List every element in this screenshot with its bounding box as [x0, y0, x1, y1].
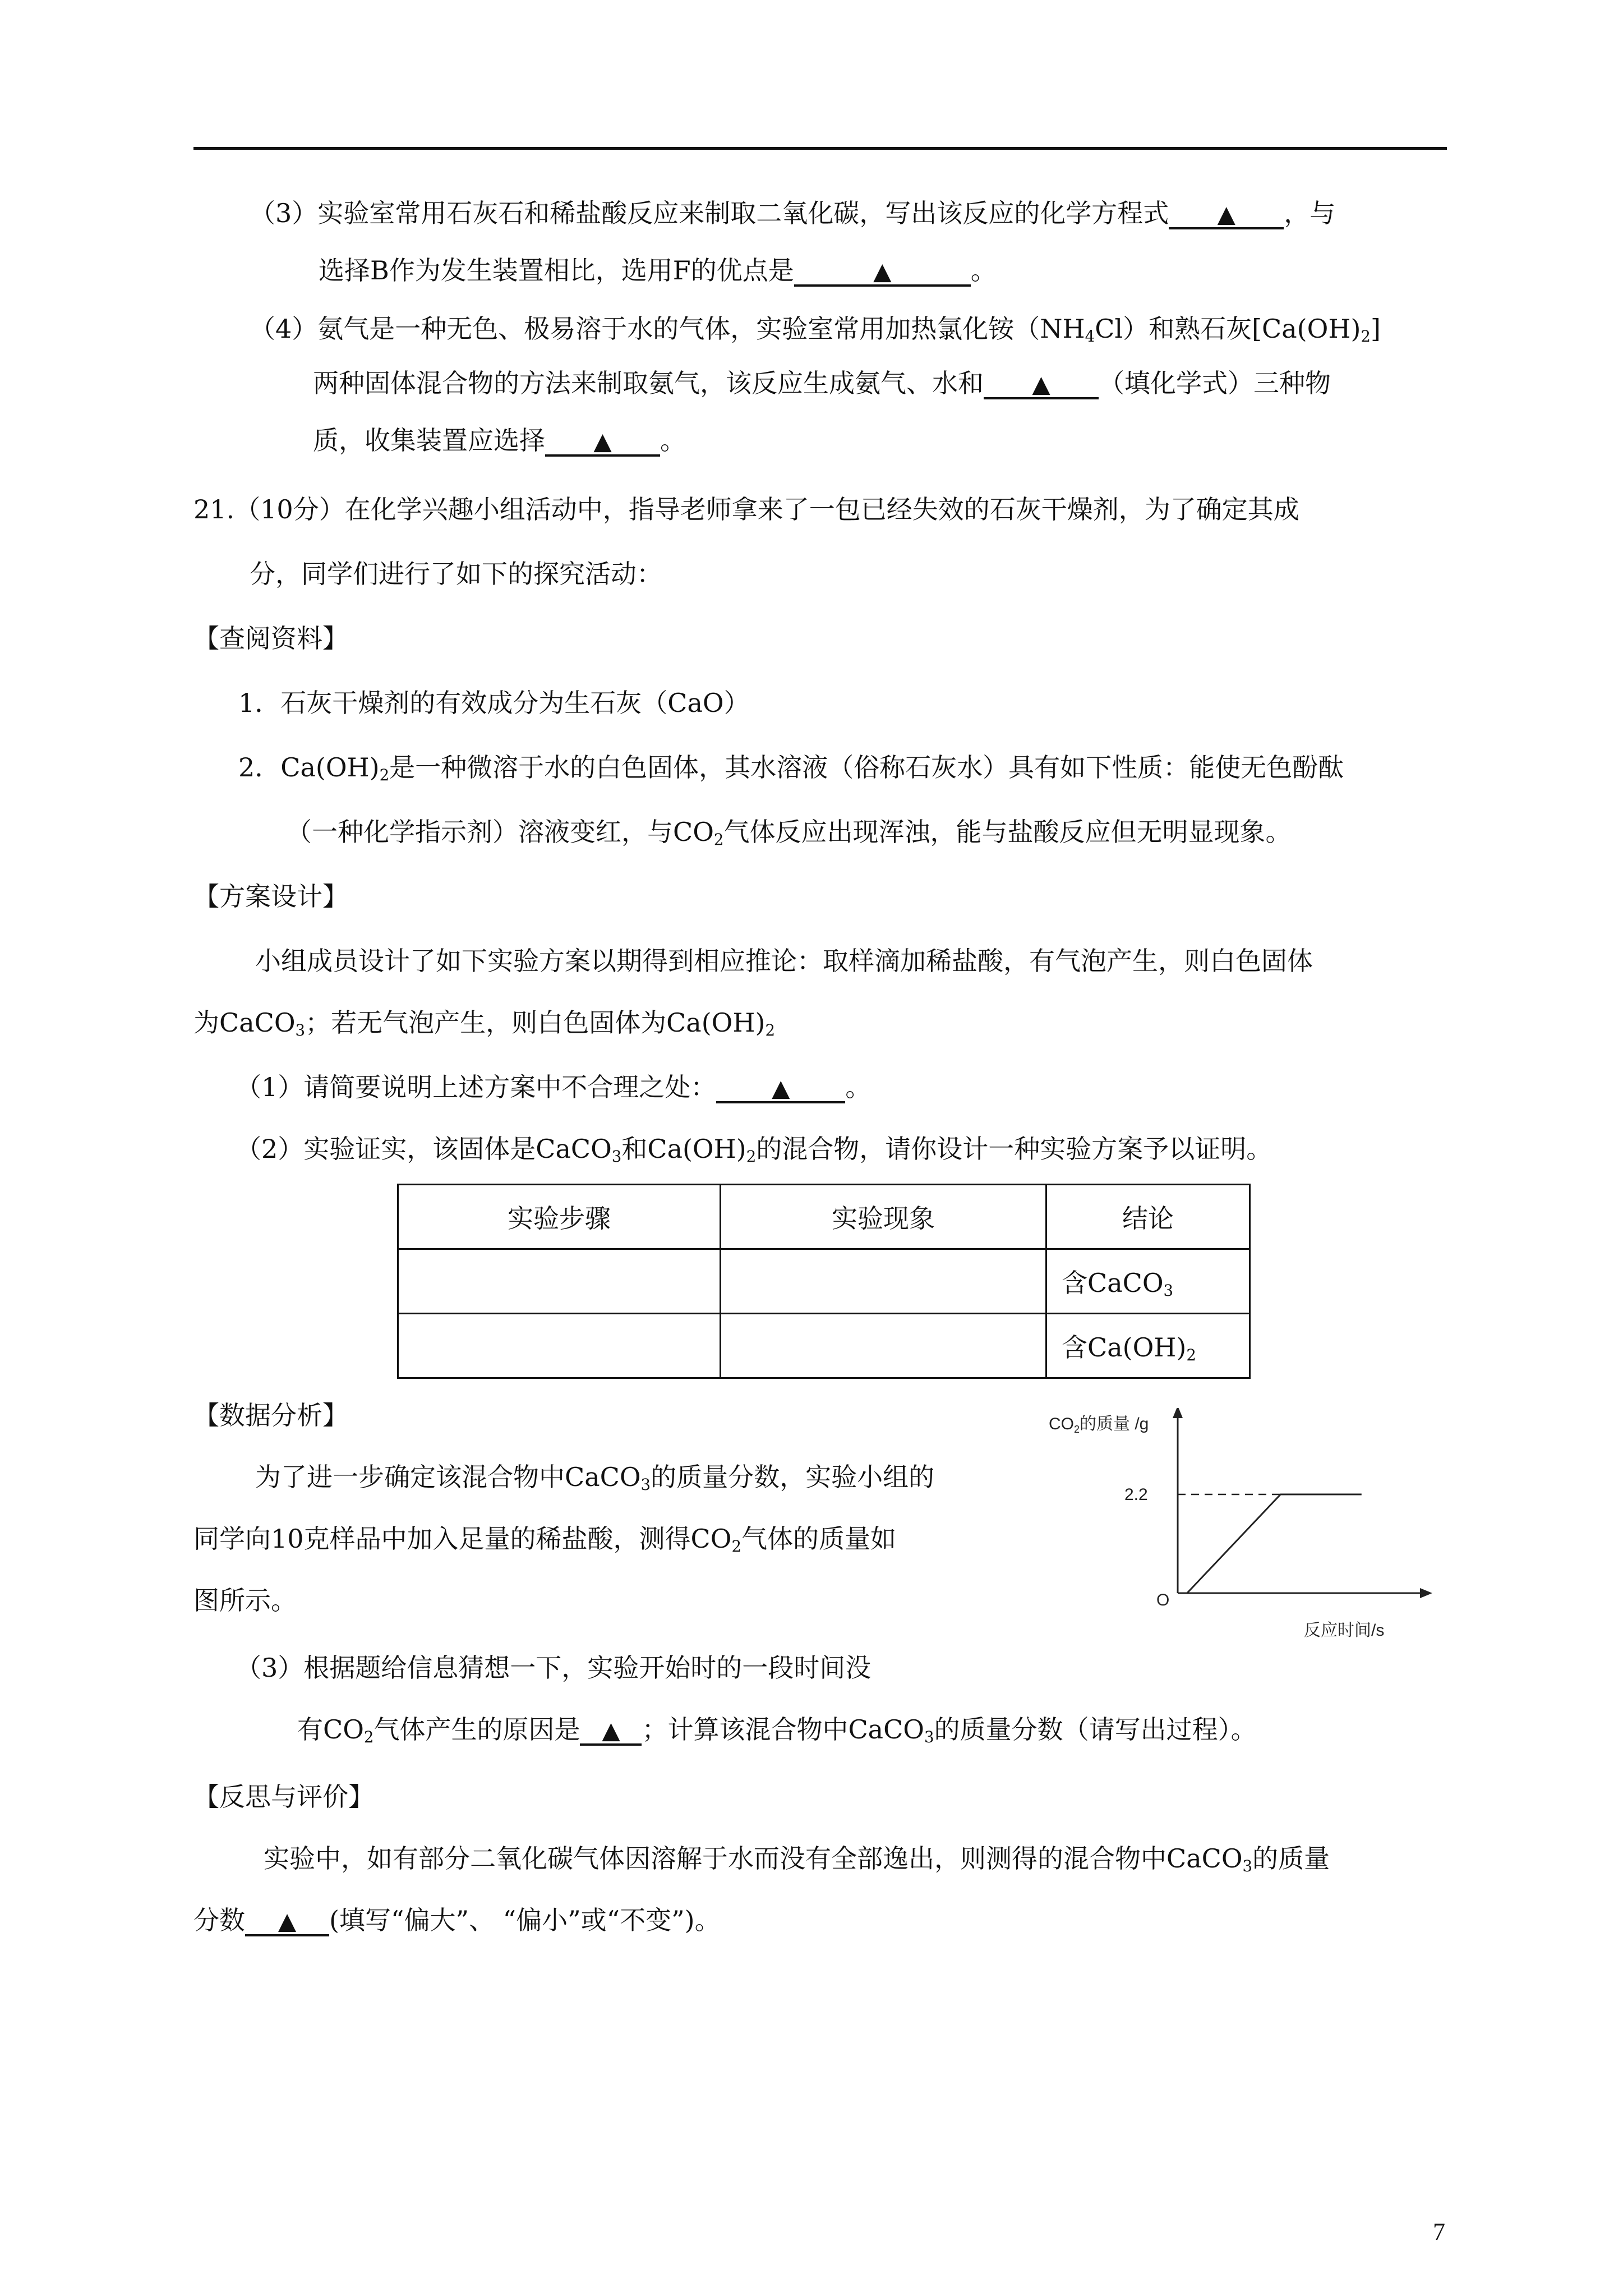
co2-mass-chart — [1018, 1408, 1444, 1644]
page-number: 7 — [1433, 2218, 1445, 2246]
table-cell-conclusion: 含CaCO$_3$ — [1046, 1249, 1250, 1314]
q21-part3-line2: 有$CO_2$气体产生的原因是 ▲ ；计算该混合物中CaCO$_3$的质量分数（请写出过程）。 — [297, 1714, 1257, 1746]
table-header-cell: 实验步骤 — [398, 1185, 721, 1249]
table-header-row — [398, 1185, 1250, 1249]
y-axis-label: $CO_2$的质量 /g — [1049, 1415, 1149, 1435]
answer-blank-triangle: ▲ — [602, 1717, 620, 1744]
section-title-plan: 【方案设计】 — [193, 881, 348, 912]
reflection-line1: 实验中，如有部分二氧化碳气体因溶解于水而没有全部逸出，则测得的混合物中CaCO$_3$的质量 — [264, 1843, 1330, 1875]
reference-item-1: 1．石灰干燥剂的有效成分为生石灰（CaO） — [238, 688, 750, 718]
table-cell-empty[interactable] — [398, 1249, 721, 1314]
x-axis-label: 反应时间/s — [1304, 1621, 1385, 1640]
x-axis-arrow — [1420, 1588, 1432, 1598]
origin-label: O — [1156, 1591, 1170, 1609]
q20-part4-line3: 质，收集装置应选择 ▲ 。 — [313, 425, 686, 455]
answer-blank-triangle: ▲ — [772, 1074, 790, 1102]
answer-blank-triangle: ▲ — [593, 427, 612, 455]
section-title-reflection: 【反思与评价】 — [193, 1782, 374, 1812]
table-header-cell: 实验现象 — [721, 1185, 1046, 1249]
q20-part4-line2: 两种固体混合物的方法来制取氨气，该反应生成氨气、水和 ▲ （填化学式）三种物 — [313, 368, 1331, 398]
series-line — [1187, 1494, 1362, 1593]
data-text-line3: 图所示。 — [193, 1585, 297, 1616]
table-cell-empty[interactable] — [721, 1249, 1046, 1314]
reference-item-2-line1: 2．$Ca(OH)_2$是一种微溶于水的白色固体，其水溶液（俗称石灰水）具有如下性质：能使无色酚酞 — [238, 752, 1344, 784]
q21-intro-line1: 21.（10分）在化学兴趣小组活动中，指导老师拿来了一包已经失效的石灰干燥剂，为了确定其成 — [193, 494, 1299, 524]
q20-part3-line2: 选择B作为发生装置相比，选用F的优点是 ▲ 。 — [319, 255, 997, 286]
q21-part3-line1: （3）根据题给信息猜想一下，实验开始时的一段时间没 — [236, 1653, 872, 1683]
answer-blank-triangle: ▲ — [278, 1907, 297, 1935]
data-text-line1: 为了进一步确定该混合物中CaCO$_3$的质量分数，实验小组的 — [255, 1462, 935, 1494]
section-title-data-analysis: 【数据分析】 — [193, 1400, 348, 1430]
table-cell-empty[interactable] — [721, 1314, 1046, 1378]
q21-intro-line2: 分，同学们进行了如下的探究活动： — [250, 559, 662, 589]
plan-text-line2: 为CaCO$_3$；若无气泡产生，则白色固体为$Ca(OH)_2$ — [193, 1007, 775, 1039]
q21-part1: （1）请简要说明上述方案中不合理之处： ▲ 。 — [236, 1072, 872, 1102]
table-row — [398, 1249, 1250, 1314]
data-text-line2: 同学向10克样品中加入足量的稀盐酸，测得$CO_2$气体的质量如 — [193, 1524, 897, 1556]
answer-blank-triangle: ▲ — [1217, 200, 1235, 228]
experiment-table — [397, 1184, 1251, 1379]
plan-text-line1: 小组成员设计了如下实验方案以期得到相应推论：取样滴加稀盐酸，有气泡产生，则白色固体 — [255, 946, 1313, 976]
table-row — [398, 1314, 1250, 1378]
answer-blank-triangle: ▲ — [1032, 370, 1050, 398]
y-axis-arrow — [1173, 1408, 1183, 1418]
header-rule — [193, 147, 1447, 150]
q20-part3-line1: （3）实验室常用石灰石和稀盐酸反应来制取二氧化碳，写出该反应的化学方程式 ▲ ，与 — [250, 198, 1336, 228]
q20-part4-line1: （4）氨气是一种无色、极易溶于水的气体，实验室常用加热氯化铵$(NH_4Cl)$和熟石灰$[Ca(OH)_2]$ — [250, 314, 1381, 346]
answer-blank-triangle: ▲ — [873, 257, 892, 285]
table-cell-conclusion: 含$Ca(OH)_2$ — [1046, 1314, 1250, 1378]
table-header-cell: 结论 — [1046, 1185, 1250, 1249]
y-tick-label: 2.2 — [1124, 1485, 1148, 1504]
section-title-references: 【查阅资料】 — [193, 623, 348, 654]
reflection-line2: 分数 ▲ (填写“偏大”、 “偏小”或“不变”)。 — [193, 1905, 721, 1935]
q21-part2: （2）实验证实，该固体是CaCO$_3$和$Ca(OH)_2$的混合物，请你设计一种实验方案予以证明。 — [236, 1134, 1272, 1166]
table-cell-empty[interactable] — [398, 1314, 721, 1378]
reference-item-2-line2: （一种化学指示剂）溶液变红，与$CO_2$气体反应出现浑浊，能与盐酸反应但无明显现象。 — [286, 817, 1292, 849]
